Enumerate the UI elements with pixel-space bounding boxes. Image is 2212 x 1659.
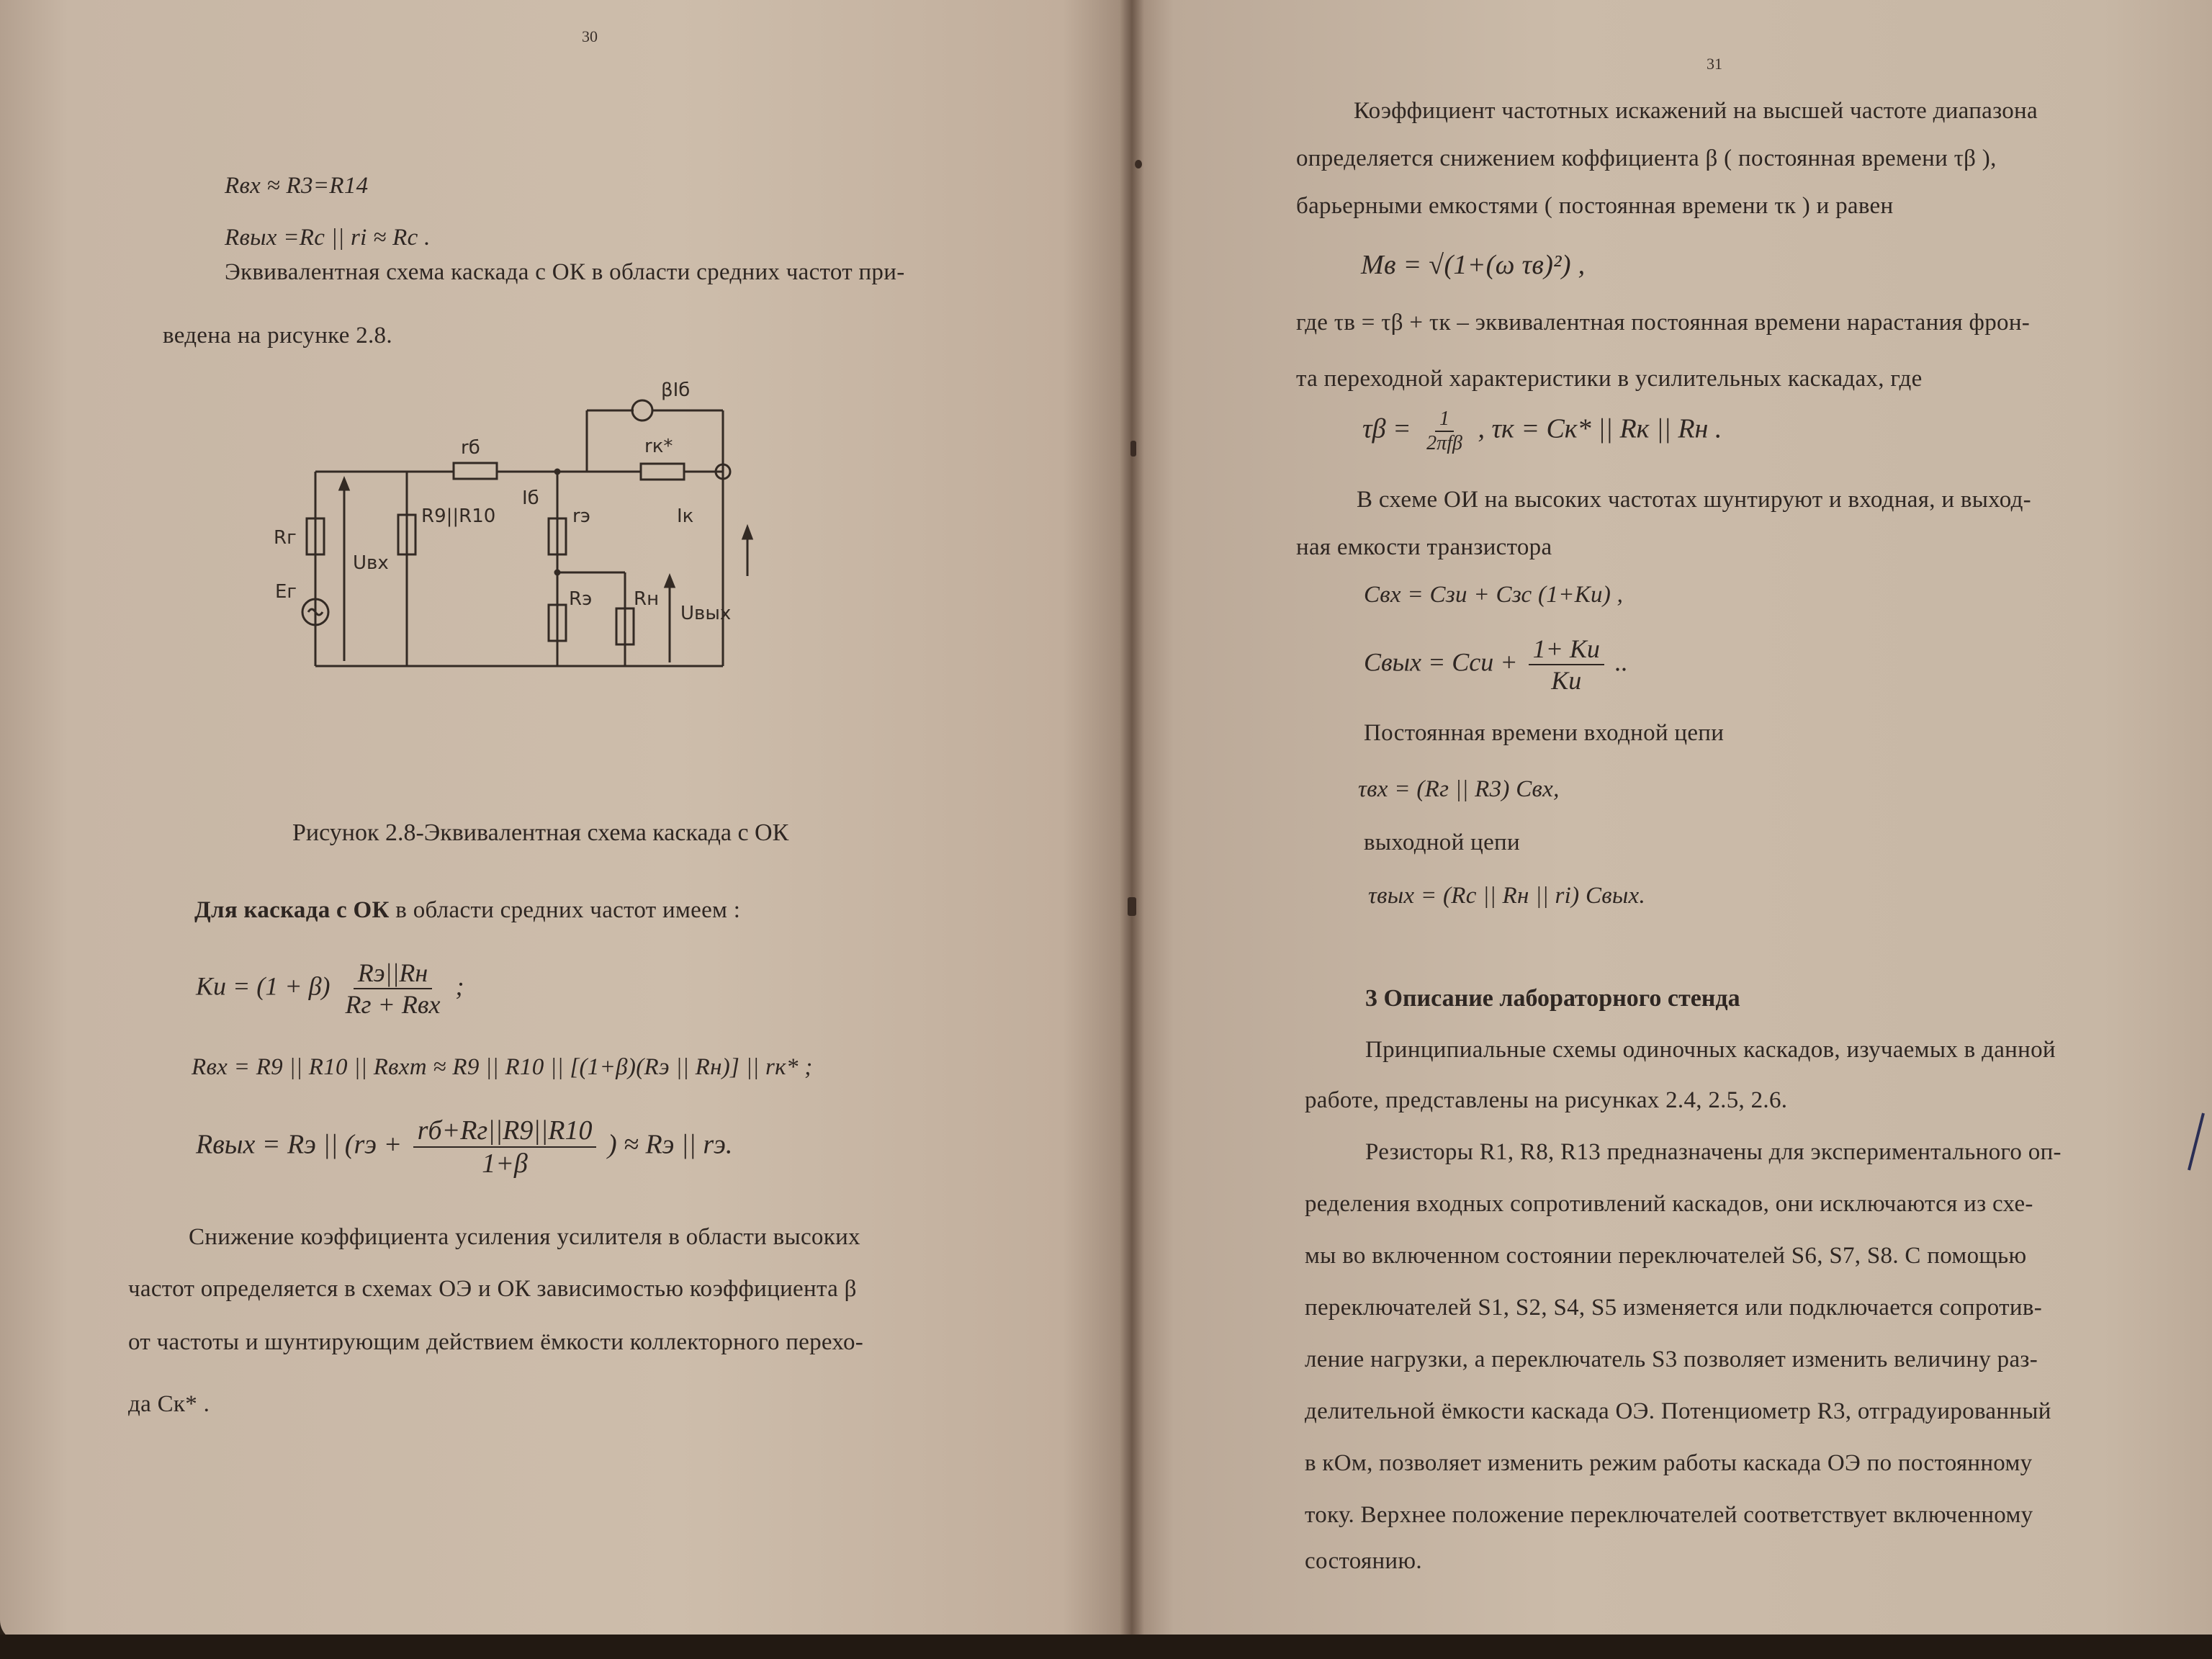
r-p7-line9: состоянию. [1305, 1548, 1422, 1574]
formula-rvx-full: Rвх = R9 || R10 || Rвхт ≈ R9 || R10 || [(1+β)(Rэ || Rн)] || rк* ; [192, 1054, 813, 1080]
label-bIb: βIб [661, 379, 691, 401]
formula-tvx: τвх = (Rг || R3) Cвх, [1358, 776, 1560, 802]
formula-cvx: Cвх = Cзи + Cзс (1+Kи) , [1364, 582, 1624, 608]
para3-line3: от частоты и шунтирующим действием ёмкости коллекторного перехо- [128, 1329, 864, 1355]
label-Ik: Iк [677, 505, 694, 527]
para2 [194, 897, 740, 924]
para2-rest: в области средних частот имеем : [389, 897, 741, 923]
r-p7-line6: делительной ёмкости каскада ОЭ. Потенциометр R3, отградуированный [1305, 1398, 2051, 1424]
r-p5: выходной цепи [1364, 830, 1520, 855]
cvyx-fraction [1529, 634, 1604, 696]
r-p6-line1: Принципиальные схемы одиночных каскадов, изучаемых в данной [1365, 1037, 2056, 1063]
page-number-left: 30 [582, 27, 598, 45]
formula-cvyx [1364, 634, 1628, 696]
tau-fraction [1422, 408, 1467, 455]
formula-tau [1362, 408, 1722, 455]
page-number-right: 31 [1707, 55, 1722, 73]
rvyx-num: rб+Rг||R9||R10 [413, 1115, 597, 1148]
formula-mb: Mв = √(1+(ω τв)²) , [1361, 250, 1586, 280]
cvyx-num: 1+ Kи [1529, 634, 1604, 665]
cvyx-lhs: Cвых = Cси + [1364, 647, 1518, 677]
tau-rest: , τк = Cк* || Rк || Rн . [1478, 413, 1722, 444]
label-Rg: Rг [274, 527, 297, 549]
tau-lhs: τβ = [1362, 413, 1411, 444]
rvyx-lhs: Rвых = Rэ || (rэ + [196, 1129, 403, 1160]
binding-staple [1130, 441, 1136, 457]
r-p7-line8: току. Верхнее положение переключателей соответствует включенному [1305, 1502, 2033, 1528]
r-p3-line1: В схеме ОИ на высоких частотах шунтируют и входная, и выход- [1357, 487, 2031, 513]
ku-lhs: Kи = (1 + β) [196, 971, 331, 1001]
r-p1-line3: барьерными емкостями ( постоянная времени τк ) и равен [1296, 193, 1894, 219]
r-p1-line1: Коэффициент частотных искажений на высшей частоте диапазона [1354, 98, 2038, 124]
formula-tvyx: τвых = (Rс || Rн || ri) Cвых. [1368, 883, 1646, 909]
binding-staple [1135, 160, 1142, 168]
label-Eg: Eг [275, 581, 297, 603]
ku-end: ; [455, 971, 464, 1001]
book-gutter [1120, 0, 1144, 1659]
label-Re: Rэ [569, 588, 593, 610]
label-Rn: Rн [634, 588, 660, 610]
section-title: 3 Описание лабораторного стенда [1365, 985, 1740, 1012]
tau-num: 1 [1435, 408, 1454, 432]
label-Ib: Iб [522, 487, 539, 509]
para3-line1: Снижение коэффициента усиления усилителя в области высоких [189, 1224, 860, 1250]
r-p7-line4: переключателей S1, S2, S4, S5 изменяется или подключается сопротив- [1305, 1295, 2042, 1321]
tau-den: 2πfβ [1426, 432, 1462, 454]
r-p7-line3: мы во включенном состоянии переключателей S6, S7, S8. С помощью [1305, 1243, 2027, 1269]
table-edge [0, 1635, 2212, 1659]
para1-line2: ведена на рисунке 2.8. [163, 323, 392, 349]
ku-num: Rэ||Rн [354, 958, 433, 989]
label-rb: rб [461, 437, 480, 459]
r-p7-line5: ление нагрузки, а переключатель S3 позволяет изменить величину раз- [1305, 1346, 2038, 1372]
r-p6-line2: работе, представлены на рисунках 2.4, 2.5, 2.6. [1305, 1087, 1788, 1113]
label-R9R10: R9||R10 [421, 505, 496, 527]
r-p7-line1: Резисторы R1, R8, R13 предназначены для экспериментального оп- [1365, 1139, 2062, 1165]
ku-fraction [341, 958, 445, 1020]
binding-staple [1128, 897, 1136, 916]
para1-line1: Эквивалентная схема каскада с ОК в области средних частот при- [225, 259, 905, 285]
ku-den: Rг + Rвх [345, 990, 441, 1019]
formula-ku [196, 958, 464, 1020]
figure-caption: Рисунок 2.8-Эквивалентная схема каскада с ОК [292, 819, 789, 846]
label-Uvyx: Uвых [680, 603, 732, 624]
formula-rvyx-full [196, 1115, 732, 1179]
right-page [1130, 0, 2212, 1642]
r-p4: Постоянная времени входной цепи [1364, 720, 1725, 746]
para3-line2: частот определяется в схемах ОЭ и ОК зависимостью коэффициента β [128, 1276, 857, 1302]
circuit-diagram [266, 374, 756, 677]
r-p1-line2: определяется снижением коффициента β ( постоянная времени τβ ), [1296, 145, 1997, 171]
formula-rvx: Rвх ≈ R3=R14 [225, 173, 369, 199]
cvyx-end: .. [1614, 647, 1628, 677]
label-Uvx: Uвх [353, 552, 389, 574]
para2-bold: Для каскада с ОК [194, 897, 390, 923]
r-p2-line1: где τв = τβ + τк – эквивалентная постоянная времени нарастания фрон- [1296, 310, 2031, 336]
formula-rvyx: Rвых =Rс || ri ≈ Rс . [225, 225, 431, 251]
r-p2-line2: та переходной характеристики в усилительных каскадах, где [1296, 366, 1923, 392]
pen-mark [2186, 1109, 2208, 1174]
label-re: rэ [572, 505, 590, 527]
rvyx-rhs: ) ≈ Rэ || rэ. [607, 1129, 733, 1160]
rvyx-fraction [413, 1115, 597, 1179]
r-p7-line2: ределения входных сопротивлений каскадов, они исключаются из схе- [1305, 1191, 2033, 1217]
cvyx-den: Kи [1551, 666, 1582, 695]
r-p7-line7: в кОм, позволяет изменить режим работы каскада ОЭ по постоянному [1305, 1450, 2033, 1476]
label-rk: rк* [644, 436, 673, 457]
rvyx-den: 1+β [482, 1148, 528, 1179]
r-p3-line2: ная емкости транзистора [1296, 534, 1552, 560]
para3-line4: да Cк* . [128, 1391, 210, 1417]
